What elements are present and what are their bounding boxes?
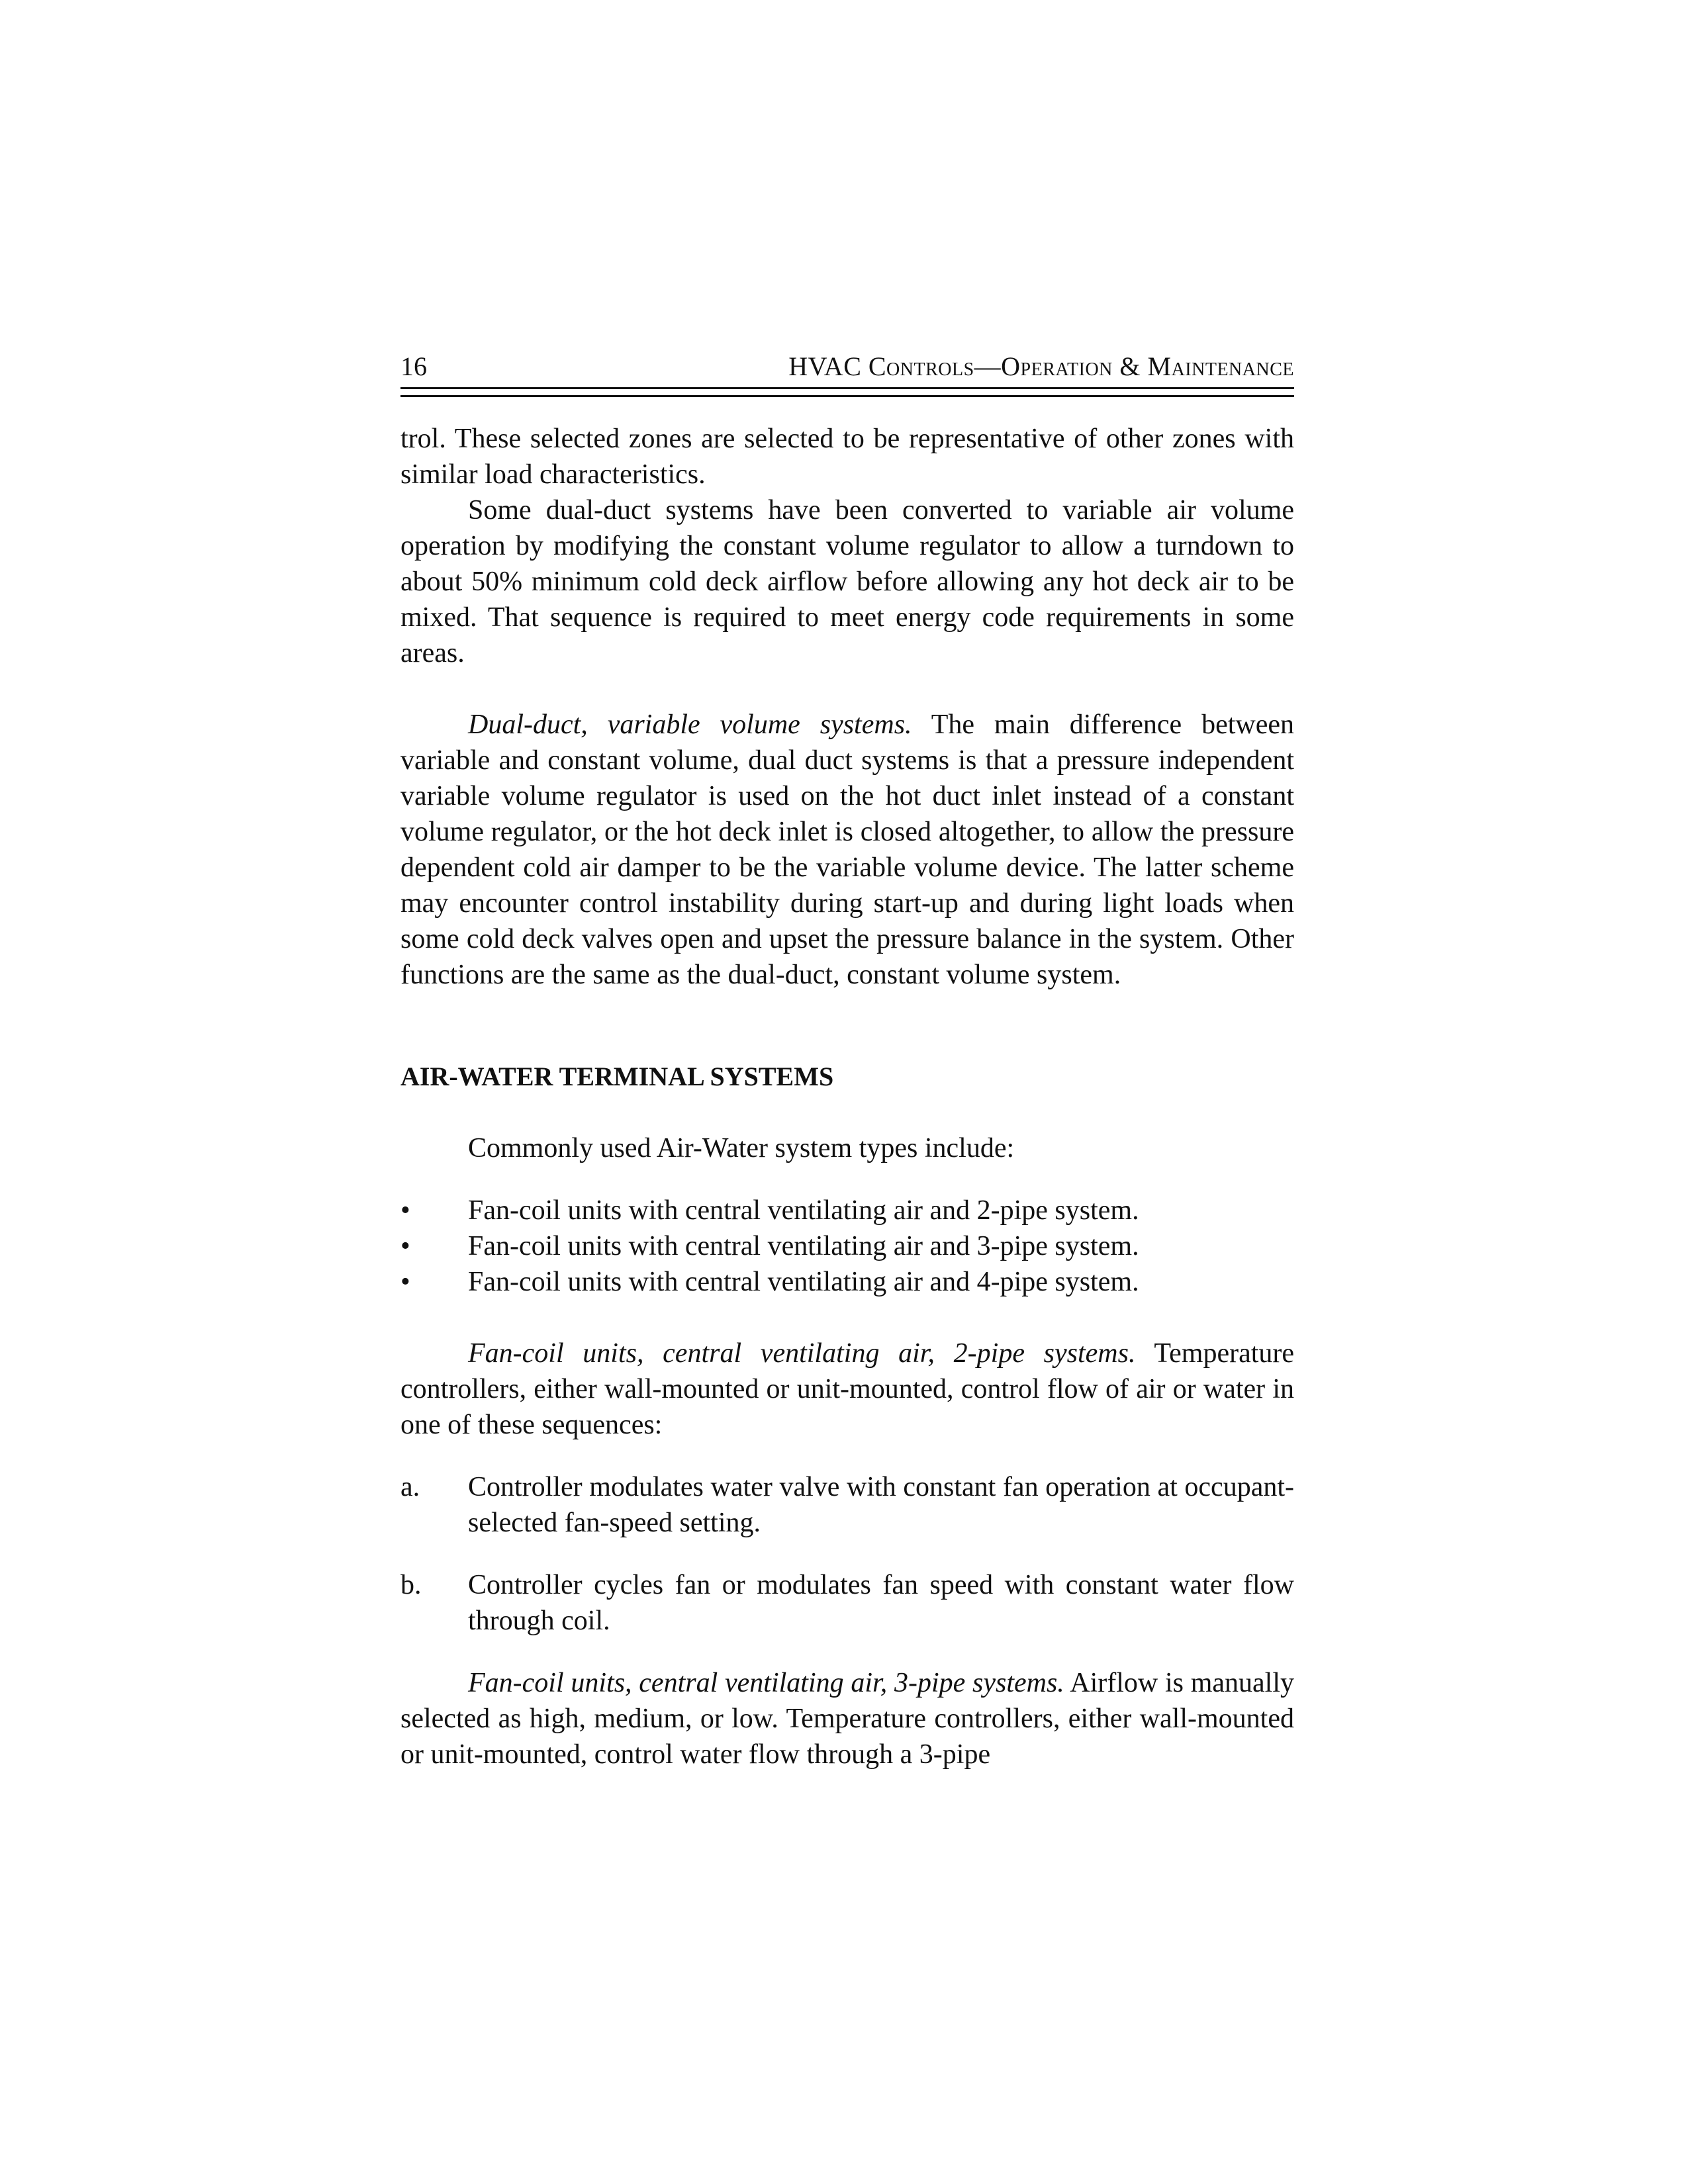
run-in-head: Dual-duct, variable volume systems. — [468, 709, 912, 740]
paragraph-2-pipe — [400, 1336, 1294, 1443]
paragraph-text: Airflow is manually selected as high, medium, or low. Temperature controllers, either wall-mounted or unit-mounted, control water flow through a 3-pipe — [400, 1668, 1295, 1770]
paragraph-continued: trol. These selected zones are selected to be representative of other zones with similar load characteristics. — [400, 424, 1294, 490]
running-title: HVAC Controls—Operation & Maintenance — [788, 351, 1294, 381]
bullet-marker: • — [400, 1195, 410, 1226]
list-item — [400, 1264, 1294, 1300]
paragraph-text: The main difference between variable and constant volume, dual duct systems is that a pressure independent variable volume regulator is used on the hot duct inlet instead of a constant volume regulator, or the hot deck inlet is closed altogether, to allow the pressure dependent cold air damper to be the variable volume device. The latter scheme may encounter control instability during start-up and during light loads when some cold deck valves open and upset the pressure balance in the system. Other functions are the same as the dual-duct, constant volume system. — [400, 709, 1294, 990]
list-item-text: Fan-coil units with central ventilating air and 3-pipe system. — [468, 1231, 1139, 1261]
header-rule-top — [400, 387, 1294, 389]
header-rule-bottom — [400, 395, 1294, 397]
paragraph-3-pipe — [400, 1665, 1294, 1772]
list-item-text: Fan-coil units with central ventilating air and 4-pipe system. — [468, 1267, 1139, 1297]
paragraph-text: Temperature controllers, either wall-mounted or unit-mounted, control flow of air or water in one of these sequences: — [400, 1338, 1295, 1440]
sequence-list — [400, 1469, 1294, 1639]
paragraph-dual-duct-variable-volume — [400, 707, 1294, 993]
system-types-list — [400, 1193, 1294, 1300]
list-item — [400, 1469, 1294, 1541]
list-item-text: Controller modulates water valve with constant fan operation at occupant-selected fan-speed setting. — [468, 1472, 1294, 1538]
run-in-head: Fan-coil units, central ventilating air, 2-pipe systems. — [468, 1338, 1136, 1369]
section-heading: AIR-WATER TERMINAL SYSTEMS — [400, 1062, 834, 1091]
list-item — [400, 1193, 1294, 1228]
bullet-marker: • — [400, 1231, 410, 1261]
list-item — [400, 1567, 1294, 1639]
list-item — [400, 1228, 1294, 1264]
list-marker: a. — [400, 1472, 420, 1502]
bullet-marker: • — [400, 1267, 410, 1297]
list-item-text: Controller cycles fan or modulates fan speed with constant water flow through coil. — [468, 1570, 1294, 1636]
paragraph-dual-duct-conversion: Some dual-duct systems have been converted to variable air volume operation by modifying the constant volume regulator to allow a turndown to about 50% minimum cold deck airflow before allowing any hot deck air to be mixed. That sequence is required to meet energy code requirements in some areas. — [400, 495, 1294, 668]
page-header — [400, 351, 1294, 390]
list-marker: b. — [400, 1570, 422, 1600]
body-text — [400, 421, 1294, 1772]
page-number: 16 — [400, 351, 427, 381]
run-in-head: Fan-coil units, central ventilating air, 3-pipe systems. — [468, 1668, 1064, 1698]
paragraph-intro: Commonly used Air-Water system types include: — [468, 1133, 1015, 1163]
list-item-text: Fan-coil units with central ventilating air and 2-pipe system. — [468, 1195, 1139, 1226]
